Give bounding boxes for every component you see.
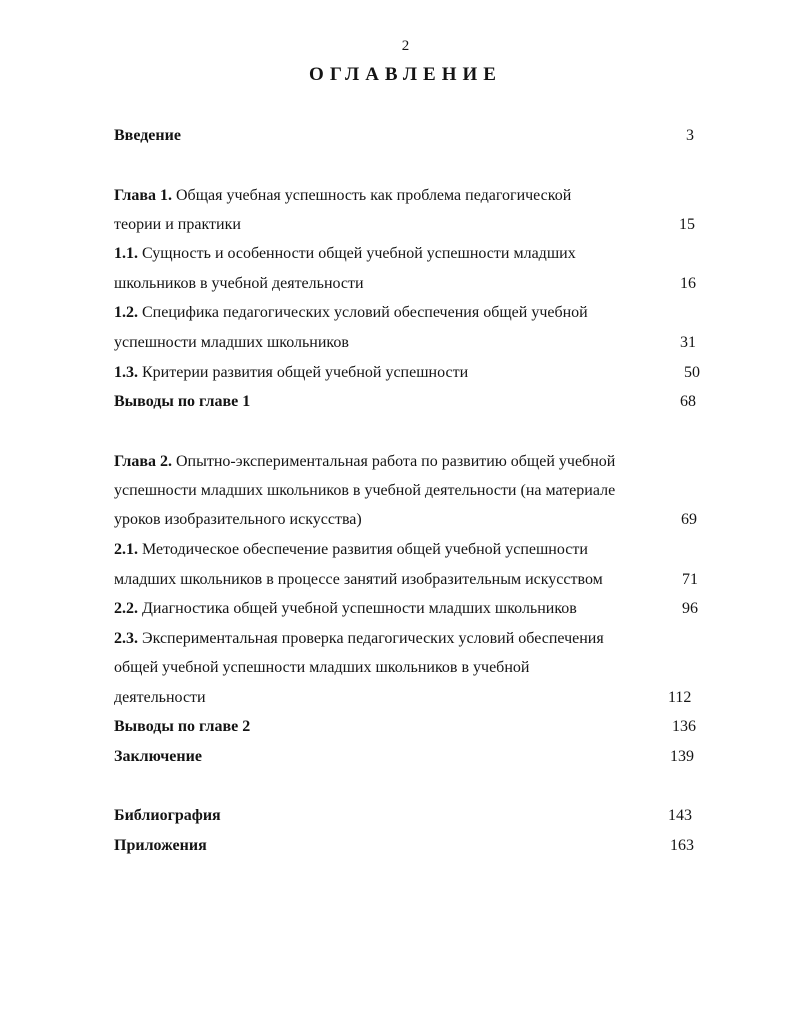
toc-chapter1-line1 — [114, 186, 571, 206]
toc-section-2-1-line2: младших школьников в процессе занятий изобразительным искусством — [114, 571, 603, 588]
toc-appendices-page: 163 — [670, 837, 694, 854]
toc-appendices-title: Приложения — [114, 837, 207, 854]
toc-chapter2-label: Глава 2. — [114, 453, 172, 470]
toc-section-2-3-line2: общей учебной успешности младших школьников в учебной — [114, 659, 530, 676]
toc-bibliography-page: 143 — [668, 807, 692, 824]
toc-section-1-2-line2: успешности младших школьников — [114, 334, 349, 351]
toc-section-2-3-num: 2.3. — [114, 630, 138, 647]
toc-section-2-1-num: 2.1. — [114, 541, 138, 558]
toc-section-1-1-title: Сущность и особенности общей учебной успешности младших — [142, 245, 576, 262]
toc-section-2-3-line1 — [114, 629, 604, 649]
toc-section-2-3-line3: деятельности — [114, 689, 206, 706]
toc-section-2-1-page: 71 — [682, 571, 698, 588]
toc-conclusions-2-page: 136 — [672, 718, 696, 735]
toc-section-1-1-line1 — [114, 244, 576, 264]
toc-section-1-1-num: 1.1. — [114, 245, 138, 262]
toc-section-1-2-line1 — [114, 303, 588, 323]
toc-section-2-1-title: Методическое обеспечение развития общей учебной успешности — [142, 541, 588, 558]
toc-conclusions-1-page: 68 — [680, 393, 696, 410]
toc-chapter2-line1 — [114, 452, 615, 472]
toc-chapter1-line2: теории и практики — [114, 216, 241, 233]
toc-section-1-3-title: Критерии развития общей учебной успешности — [142, 364, 469, 381]
toc-intro-title: Введение — [114, 127, 181, 144]
toc-bibliography-title: Библиография — [114, 807, 221, 824]
toc-section-1-3-line1 — [114, 363, 468, 383]
toc-section-1-2-num: 1.2. — [114, 304, 138, 321]
toc-chapter1-title: Общая учебная успешность как проблема педагогической — [176, 187, 572, 204]
toc-section-1-1-page: 16 — [680, 275, 696, 292]
toc-section-1-3-page: 50 — [684, 364, 700, 381]
toc-chapter2-line2: успешности младших школьников в учебной деятельности (на материале — [114, 482, 616, 499]
toc-section-2-3-page: 112 — [668, 689, 692, 706]
toc-chapter1-label: Глава 1. — [114, 187, 172, 204]
toc-conclusions-2-title: Выводы по главе 2 — [114, 718, 251, 735]
toc-conclusion-title: Заключение — [114, 748, 202, 765]
toc-section-2-2-title: Диагностика общей учебной успешности младших школьников — [142, 600, 577, 617]
toc-section-2-2-line1 — [114, 599, 577, 619]
toc-chapter2-page: 69 — [681, 511, 697, 528]
toc-conclusion-page: 139 — [670, 748, 694, 765]
toc-section-1-1-line2: школьников в учебной деятельности — [114, 275, 364, 292]
toc-section-2-2-num: 2.2. — [114, 600, 138, 617]
toc-section-2-1-line1 — [114, 540, 588, 560]
page-number: 2 — [401, 38, 410, 54]
toc-intro-page: 3 — [686, 127, 694, 144]
toc-section-1-2-page: 31 — [680, 334, 696, 351]
toc-chapter2-line3: уроков изобразительного искусства) — [114, 511, 362, 528]
toc-chapter2-title: Опытно-экспериментальная работа по развитию общей учебной — [176, 453, 616, 470]
toc-section-1-2-title: Специфика педагогических условий обеспечения общей учебной — [142, 304, 588, 321]
toc-conclusions-1-title: Выводы по главе 1 — [114, 393, 251, 410]
page-title: ОГЛАВЛЕНИЕ — [309, 64, 502, 85]
toc-section-1-3-num: 1.3. — [114, 364, 138, 381]
toc-section-2-2-page: 96 — [682, 600, 698, 617]
toc-chapter1-page: 15 — [679, 216, 695, 233]
toc-section-2-3-title: Экспериментальная проверка педагогических условий обеспечения — [142, 630, 604, 647]
